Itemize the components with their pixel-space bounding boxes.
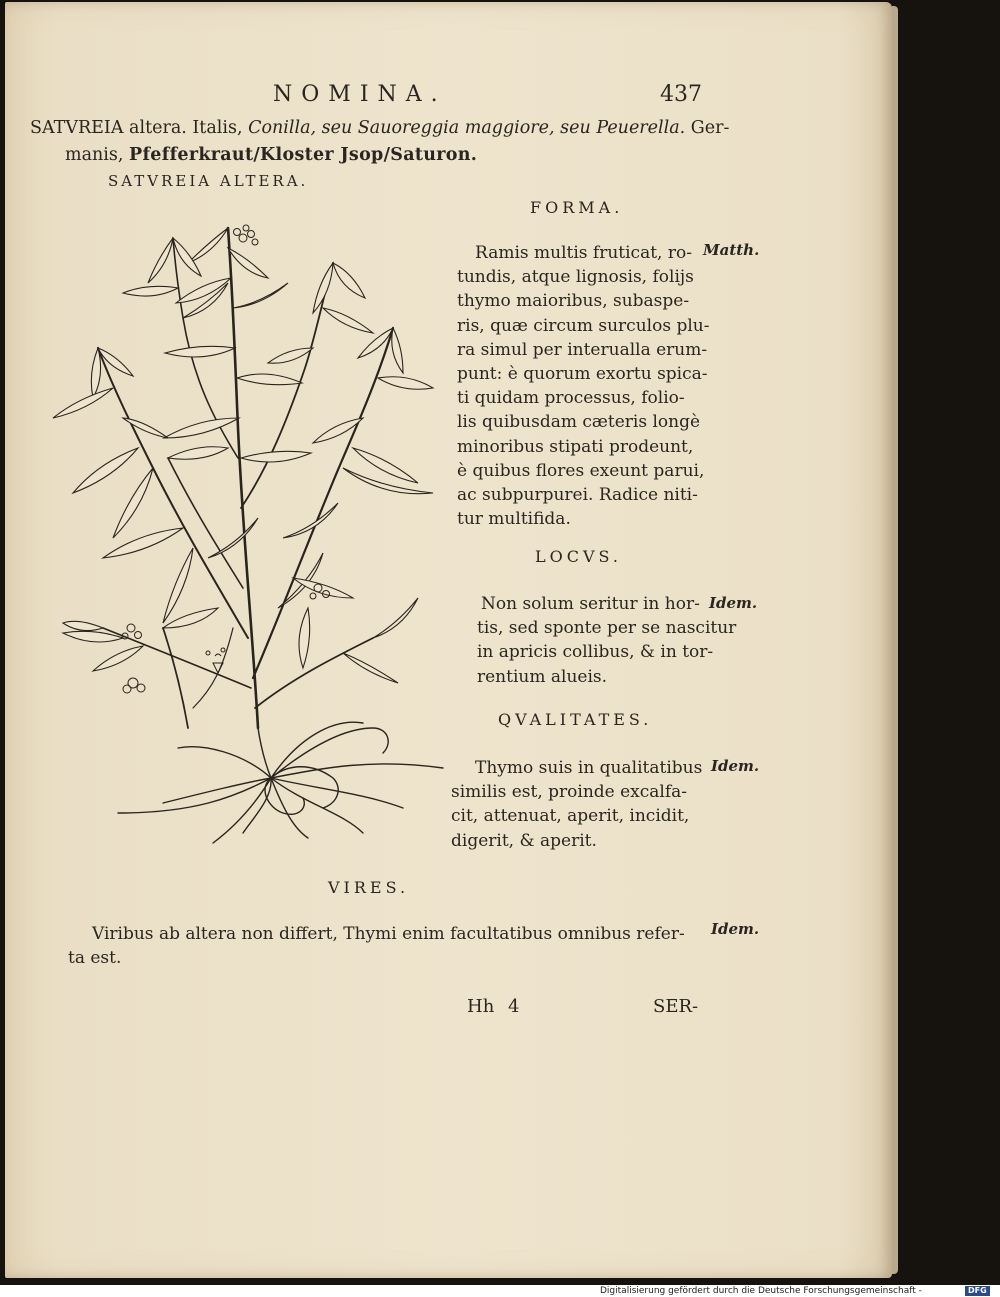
text-line: Ramis multis fruticat, ro- — [475, 243, 692, 263]
title-line-2 — [65, 145, 477, 165]
dfg-logo: DFG — [965, 1286, 990, 1296]
signature-mark: Hh 4 — [467, 996, 520, 1017]
text-line: rentium alueis. — [477, 666, 608, 687]
text-line: tur multifida. — [457, 509, 571, 530]
text-line: punt: è quorum exortu spica- — [457, 364, 708, 385]
text-line: thymo maioribus, subaspe- — [457, 291, 690, 312]
text-line: lis quibusdam cæteris longè — [457, 412, 701, 433]
figure-caption: SATVREIA ALTERA. — [108, 172, 309, 190]
text-line: digerit, & aperit. — [451, 830, 597, 851]
text-line: similis est, proinde excalfa- — [451, 782, 688, 803]
margin-note-idem: Idem. — [711, 920, 760, 938]
vires-paragraph — [68, 922, 685, 970]
catchword: SER- — [653, 996, 699, 1017]
text-line: ris, quæ circum surculos plu- — [457, 315, 710, 336]
title-manis: manis, — [65, 145, 130, 165]
title-hyphen-suffix: Ger- — [685, 118, 730, 138]
margin-note-idem: Idem. — [711, 757, 760, 775]
margin-note-matth: Matth. — [703, 241, 760, 259]
title-line-1 — [30, 118, 729, 138]
text-line: minoribus stipati prodeunt, — [457, 436, 694, 457]
text-line: ti quidam processus, folio- — [457, 388, 685, 409]
text-line: in apricis collibus, & in tor- — [477, 642, 714, 663]
title-prefix: SATVREIA altera. Italis, — [30, 118, 249, 138]
text-line: cit, attenuat, aperit, incidit, — [451, 806, 690, 827]
text-line: è quibus flores exeunt parui, — [457, 460, 705, 481]
section-heading-forma: FORMA. — [530, 198, 624, 217]
forma-paragraph — [457, 241, 709, 531]
text-line: Thymo suis in qualitatibus — [475, 758, 703, 778]
section-heading-locus: LOCVS. — [535, 547, 623, 566]
italian-names: Conilla, seu Sauoreggia maggiore, seu Peuerella. — [248, 118, 686, 138]
text-line: ra simul per interualla erum- — [457, 339, 708, 360]
text-line: ac subpurpurei. Radice niti- — [457, 485, 698, 506]
book-page — [5, 2, 892, 1278]
plant-woodcut-illustration — [43, 208, 451, 848]
digitization-credit: Digitalisierung gefördert durch die Deutsche Forschungsgemeinschaft - — [600, 1286, 922, 1296]
text-line: Non solum seritur in hor- — [481, 594, 700, 614]
section-heading-vires: VIRES. — [328, 878, 410, 897]
text-line: Viribus ab altera non differt, Thymi enim facultatibus omnibus refer- — [92, 924, 685, 944]
page-number: 437 — [660, 82, 702, 107]
page-edge — [892, 6, 898, 1274]
german-names: Pfefferkraut/Kloster Jsop/Saturon. — [129, 145, 478, 165]
text-line: tundis, atque lignosis, folijs — [457, 267, 694, 288]
text-line: ta est. — [68, 948, 122, 969]
running-head: NOMINA. — [273, 82, 447, 107]
section-heading-qualitates: QVALITATES. — [498, 710, 653, 729]
locus-paragraph — [477, 592, 736, 689]
margin-note-idem: Idem. — [709, 594, 758, 612]
qualitates-paragraph — [451, 756, 703, 853]
text-line: tis, sed sponte per se nascitur — [477, 618, 737, 639]
